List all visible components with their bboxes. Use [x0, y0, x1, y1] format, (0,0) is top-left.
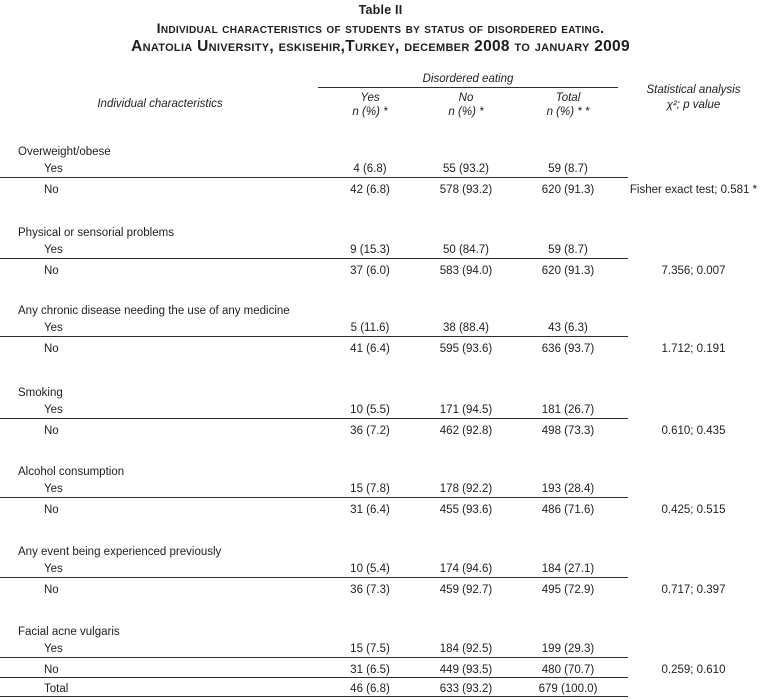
cell-yes: 41 (6.4): [350, 343, 390, 355]
column-group-header-disordered-eating: Disordered eating: [422, 73, 514, 85]
stat-value: 7.356; 0.007: [661, 265, 726, 277]
cell-total: 480 (70.7): [541, 664, 595, 676]
row-label: Yes: [44, 404, 63, 416]
row-label: Yes: [44, 322, 63, 334]
cell-yes: 42 (6.8): [350, 184, 390, 196]
stat-value: Fisher exact test; 0.581 *: [629, 184, 758, 196]
cell-yes: 46 (6.8): [350, 683, 390, 695]
column-header-no: [416, 91, 516, 119]
column-header-total: [518, 91, 618, 119]
column-header-yes: [320, 91, 420, 119]
row-divider: [0, 336, 628, 337]
row-divider: [0, 177, 628, 178]
row-label: No: [44, 584, 59, 596]
table-row: [0, 244, 761, 258]
row-label: No: [44, 343, 59, 355]
cell-yes: 10 (5.4): [350, 563, 390, 575]
group-label: Physical or sensorial problems: [18, 227, 174, 239]
column-header-total-label: Total: [555, 92, 581, 104]
title-block: [0, 3, 761, 56]
group-label: Facial acne vulgaris: [18, 626, 120, 638]
cell-no: 171 (94.5): [439, 404, 493, 416]
cell-no: 455 (93.6): [439, 504, 493, 516]
table-title: Individual characteristics of students by status of disordered eating.: [156, 20, 605, 36]
table-row-total: [0, 683, 761, 697]
column-header-statistical-analysis: [626, 83, 761, 112]
row-divider: [0, 418, 628, 419]
cell-no: 583 (94.0): [439, 265, 493, 277]
cell-no: 595 (93.6): [439, 343, 493, 355]
row-label: Yes: [44, 163, 63, 175]
group-label: Overweight/obese: [18, 146, 111, 158]
disordered-eating-underline: [318, 87, 618, 88]
table-row: [0, 483, 761, 497]
column-header-yes-label: Yes: [360, 92, 380, 104]
column-header-stat-label: Statistical analysis: [646, 84, 741, 96]
cell-total: 498 (73.3): [541, 425, 595, 437]
cell-total: 620 (91.3): [541, 265, 595, 277]
cell-total: 59 (8.7): [548, 244, 588, 256]
cell-yes: 10 (5.5): [350, 404, 390, 416]
row-label: Yes: [44, 244, 63, 256]
cell-yes: 31 (6.5): [350, 664, 390, 676]
cell-no: 578 (93.2): [439, 184, 493, 196]
column-header-total-sub: n (%) * *: [546, 106, 590, 118]
row-label: Yes: [44, 643, 63, 655]
cell-no: 633 (93.2): [439, 683, 493, 695]
cell-no: 55 (93.2): [442, 163, 490, 175]
row-divider: [0, 258, 628, 259]
cell-total: 43 (6.3): [548, 322, 588, 334]
table-subtitle: Anatolia University, eskisehir,Turkey, december 2008 to january 2009: [131, 38, 630, 55]
cell-total: 59 (8.7): [548, 163, 588, 175]
group-label: Any chronic disease needing the use of any medicine: [18, 305, 290, 317]
table-number: Table II: [358, 3, 403, 17]
cell-yes: 4 (6.8): [353, 163, 387, 175]
stat-value: 0.259; 0.610: [661, 664, 726, 676]
cell-total: 181 (26.7): [541, 404, 595, 416]
stat-value: 0.610; 0.435: [661, 425, 726, 437]
cell-no: 174 (94.6): [439, 563, 493, 575]
row-label: No: [44, 504, 59, 516]
cell-no: 449 (93.5): [439, 664, 493, 676]
group-label: Any event being experienced previously: [18, 546, 222, 558]
cell-yes: 9 (15.3): [350, 244, 390, 256]
table-row: [0, 643, 761, 657]
row-divider: [0, 577, 628, 578]
column-header-no-label: No: [458, 92, 474, 104]
cell-no: 38 (88.4): [442, 322, 490, 334]
stat-value: 1.712; 0.191: [661, 343, 726, 355]
column-header-yes-sub: n (%) *: [352, 106, 388, 118]
cell-yes: 37 (6.0): [350, 265, 390, 277]
table-row: [0, 404, 761, 418]
group-label: Smoking: [18, 387, 63, 399]
column-header-stat-sub: χ²; p value: [666, 98, 721, 111]
cell-no: 184 (92.5): [439, 643, 493, 655]
row-label: Yes: [44, 563, 63, 575]
cell-no: 178 (92.2): [439, 483, 493, 495]
group-label: Alcohol consumption: [18, 466, 125, 478]
row-label: Total: [44, 683, 69, 695]
row-divider: [0, 497, 628, 498]
cell-yes: 15 (7.8): [350, 483, 390, 495]
row-label: No: [44, 265, 59, 277]
table-bottom-rule: [0, 696, 628, 697]
cell-yes: 15 (7.5): [350, 643, 390, 655]
cell-total: 679 (100.0): [538, 683, 598, 695]
table-row: [0, 322, 761, 336]
row-label: No: [44, 664, 59, 676]
cell-total: 199 (29.3): [541, 643, 595, 655]
table-row: [0, 163, 761, 177]
cell-no: 459 (92.7): [439, 584, 493, 596]
cell-total: 486 (71.6): [541, 504, 595, 516]
cell-yes: 31 (6.4): [350, 504, 390, 516]
cell-total: 636 (93.7): [541, 343, 595, 355]
row-label: No: [44, 184, 59, 196]
row-label: No: [44, 425, 59, 437]
cell-total: 193 (28.4): [541, 483, 595, 495]
cell-yes: 5 (11.6): [350, 322, 390, 334]
column-header-individual-characteristics: Individual characteristics: [97, 98, 223, 110]
cell-total: 495 (72.9): [541, 584, 595, 596]
stat-value: 0.425; 0.515: [661, 504, 726, 516]
row-divider: [0, 657, 628, 658]
row-label: Yes: [44, 483, 63, 495]
cell-total: 184 (27.1): [541, 563, 595, 575]
row-divider: [0, 677, 628, 678]
stat-value: 0.717; 0.397: [661, 584, 726, 596]
cell-yes: 36 (7.3): [350, 584, 390, 596]
cell-no: 50 (84.7): [442, 244, 490, 256]
cell-yes: 36 (7.2): [350, 425, 390, 437]
column-header-no-sub: n (%) *: [448, 106, 484, 118]
table-row: [0, 563, 761, 577]
cell-total: 620 (91.3): [541, 184, 595, 196]
cell-no: 462 (92.8): [439, 425, 493, 437]
